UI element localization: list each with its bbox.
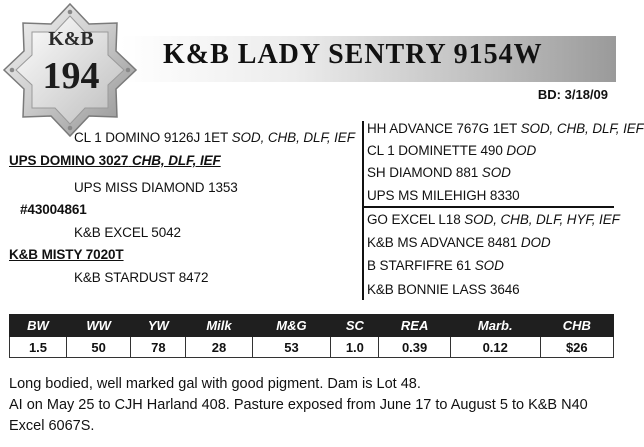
gp-tags-6: DOD (520, 235, 551, 250)
gp-tags-3: SOD (481, 165, 511, 180)
gp-line-4 (367, 188, 520, 203)
lot-number: 194 (42, 55, 100, 97)
dam-name: K&B MISTY 7020T (9, 247, 124, 262)
epd-header-milk: Milk (186, 315, 252, 337)
epd-header-yw: YW (131, 315, 186, 337)
pedigree-bracket-lower (362, 207, 364, 300)
epd-header-chb: CHB (540, 315, 613, 337)
animal-name-title: K&B LADY SENTRY 9154W (163, 39, 543, 70)
gp-name-3: SH DIAMOND 881 (367, 165, 479, 180)
epd-value-yw: 78 (131, 337, 186, 358)
gp-line-8 (367, 282, 520, 297)
epd-header-marb: Marb. (450, 315, 540, 337)
gp-line-2 (367, 143, 536, 158)
gp-line-3 (367, 165, 511, 180)
notes-line-2: AI on May 25 to CJH Harland 408. Pasture exposed from June 17 to August 5 to K&B N40 Excel 6067S. (9, 397, 588, 434)
lot-badge-code: K&B (48, 28, 94, 50)
epd-value-rea: 0.39 (379, 337, 451, 358)
pedigree-divider (362, 206, 614, 208)
sire-tags: CHB, DLF, IEF (131, 153, 221, 168)
epd-value-ww: 50 (67, 337, 131, 358)
pedigree-bracket-upper (362, 121, 364, 207)
sire-sire-tags: SOD, CHB, DLF, IEF (231, 130, 355, 145)
epd-value-chb: $26 (540, 337, 613, 358)
epd-table (9, 314, 614, 358)
epd-value-marb: 0.12 (450, 337, 540, 358)
dam-sire-name: K&B EXCEL 5042 (74, 225, 181, 240)
epd-header-rea: REA (379, 315, 451, 337)
gp-name-5: GO EXCEL L18 (367, 212, 461, 227)
epd-header-ww: WW (67, 315, 131, 337)
lot-notes (9, 374, 624, 437)
epd-header-sc: SC (331, 315, 379, 337)
epd-value-mg: 53 (252, 337, 331, 358)
sire-sire-line (74, 130, 355, 145)
gp-tags-1: SOD, CHB, DLF, IEF (520, 121, 644, 136)
epd-value-sc: 1.0 (331, 337, 379, 358)
epd-header-mg: M&G (252, 315, 331, 337)
gp-line-1 (367, 121, 644, 136)
gp-name-6: K&B MS ADVANCE 8481 (367, 235, 518, 250)
sire-name: UPS DOMINO 3027 (9, 153, 129, 168)
gp-line-5 (367, 212, 620, 227)
sire-sire-name: CL 1 DOMINO 9126J 1ET (74, 130, 228, 145)
birth-date: BD: 3/18/09 (537, 87, 608, 102)
gp-name-7: B STARFIFRE 61 (367, 258, 472, 273)
gp-line-6 (367, 235, 551, 250)
gp-name-1: HH ADVANCE 767G 1ET (367, 121, 517, 136)
sire-line (9, 153, 221, 168)
epd-values-row (10, 337, 614, 358)
gp-tags-2: DOD (506, 143, 537, 158)
epd-value-bw: 1.5 (10, 337, 67, 358)
gp-tags-7: SOD (474, 258, 504, 273)
epd-header-bw: BW (10, 315, 67, 337)
gp-name-8: K&B BONNIE LASS 3646 (367, 282, 520, 297)
gp-line-7 (367, 258, 504, 273)
dam-dam-name: K&B STARDUST 8472 (74, 270, 209, 285)
gp-tags-5: SOD, CHB, DLF, HYF, IEF (464, 212, 620, 227)
gp-name-2: CL 1 DOMINETTE 490 (367, 143, 503, 158)
epd-header-row (10, 315, 614, 337)
notes-line-1: Long bodied, well marked gal with good pigment. Dam is Lot 48. (9, 376, 421, 392)
registration-number: #43004861 (20, 202, 87, 217)
gp-name-4: UPS MS MILEHIGH 8330 (367, 188, 520, 203)
sire-dam-name: UPS MISS DIAMOND 1353 (74, 180, 238, 195)
epd-value-milk: 28 (186, 337, 252, 358)
